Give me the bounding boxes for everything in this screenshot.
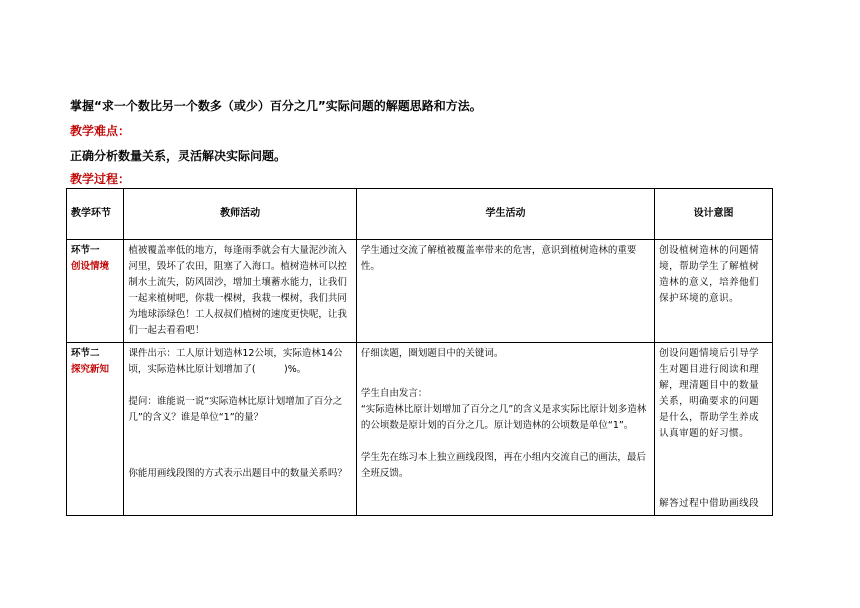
student-activity-text: 学生通过交流了解植被覆盖率带来的危害，意识到植树造林的重要性。 — [360, 245, 637, 272]
teacher-activity-text: 提问：谁能说一说“实际造林比原计划增加了百分之几”的含义？谁是单位“1”的量？ — [128, 396, 343, 423]
header-student: 学生活动 — [356, 189, 654, 240]
process-heading: 教学过程： — [70, 172, 131, 186]
table-row — [67, 240, 773, 343]
teacher-activity-cell — [124, 343, 357, 516]
student-activity-text: 学生自由发言： — [360, 388, 428, 399]
teacher-activity-cell — [124, 240, 357, 343]
stage-name: 创设情境 — [71, 261, 110, 272]
design-intent-cell — [655, 343, 773, 516]
design-intent-cell — [655, 240, 773, 343]
student-activity-text: 学生先在练习本上独立画线段图，再在小组内交流自己的画法，最后全班反馈。 — [360, 452, 646, 479]
stage-cell — [67, 240, 124, 343]
table-row — [67, 343, 773, 516]
difficulty-heading: 教学难点： — [70, 124, 131, 138]
student-activity-text: “实际造林比原计划增加了百分之几”的含义是求实际比原计划多造林的公顷数是原计划的百分之几。原计划造林的公顷数是单位“1”。 — [360, 404, 647, 431]
stage-cell — [67, 343, 124, 516]
design-intent-text: 创设问题情境后引导学生对题目进行阅读和理解，理清题目中的数量关系，明确要求的问题是什么，帮助学生养成认真审题的好习惯。 — [659, 348, 760, 439]
table-header-row — [67, 189, 773, 240]
header-teacher: 教师活动 — [124, 189, 357, 240]
teacher-activity-text: 课件出示：工人原计划造林12公顷，实际造林14公顷，实际造林比原计划增加了( )%。 — [128, 348, 343, 375]
difficulty-text: 正确分析数量关系，灵活解决实际问题。 — [70, 149, 287, 163]
header-intent: 设计意图 — [655, 189, 773, 240]
teacher-activity-text: 植被覆盖率低的地方，每逢雨季就会有大量泥沙流入河里，毁坏了农田，阻塞了入海口。植树造林可以控制水土流失，防风固沙，增加土壤蓄水能力，让我们一起来植树吧，你栽一棵树，我栽一棵树，我们共同为地球添绿色！工人叔叔们植树的速度更快呢，让我们一起去看看吧！ — [128, 245, 347, 336]
lesson-table — [66, 188, 773, 516]
design-intent-text: 解答过程中借助画线段 — [659, 498, 760, 509]
student-activity-cell — [356, 343, 654, 516]
stage-name: 探究新知 — [71, 364, 110, 375]
student-activity-text: 仔细读题，圈划题目中的关键词。 — [360, 348, 504, 359]
student-activity-cell — [356, 240, 654, 343]
teacher-activity-text: 你能用画线段图的方式表示出题目中的数量关系吗？ — [128, 468, 347, 479]
design-intent-text: 创设植树造林的问题情境，帮助学生了解植树造林的意义，培养他们保护环境的意识。 — [659, 245, 760, 304]
header-stage: 教学环节 — [67, 189, 124, 240]
objective-line: 掌握“求一个数比另一个数多（或少）百分之几”实际问题的解题思路和方法。 — [70, 99, 482, 113]
stage-number: 环节一 — [71, 245, 100, 256]
stage-number: 环节二 — [71, 348, 100, 359]
